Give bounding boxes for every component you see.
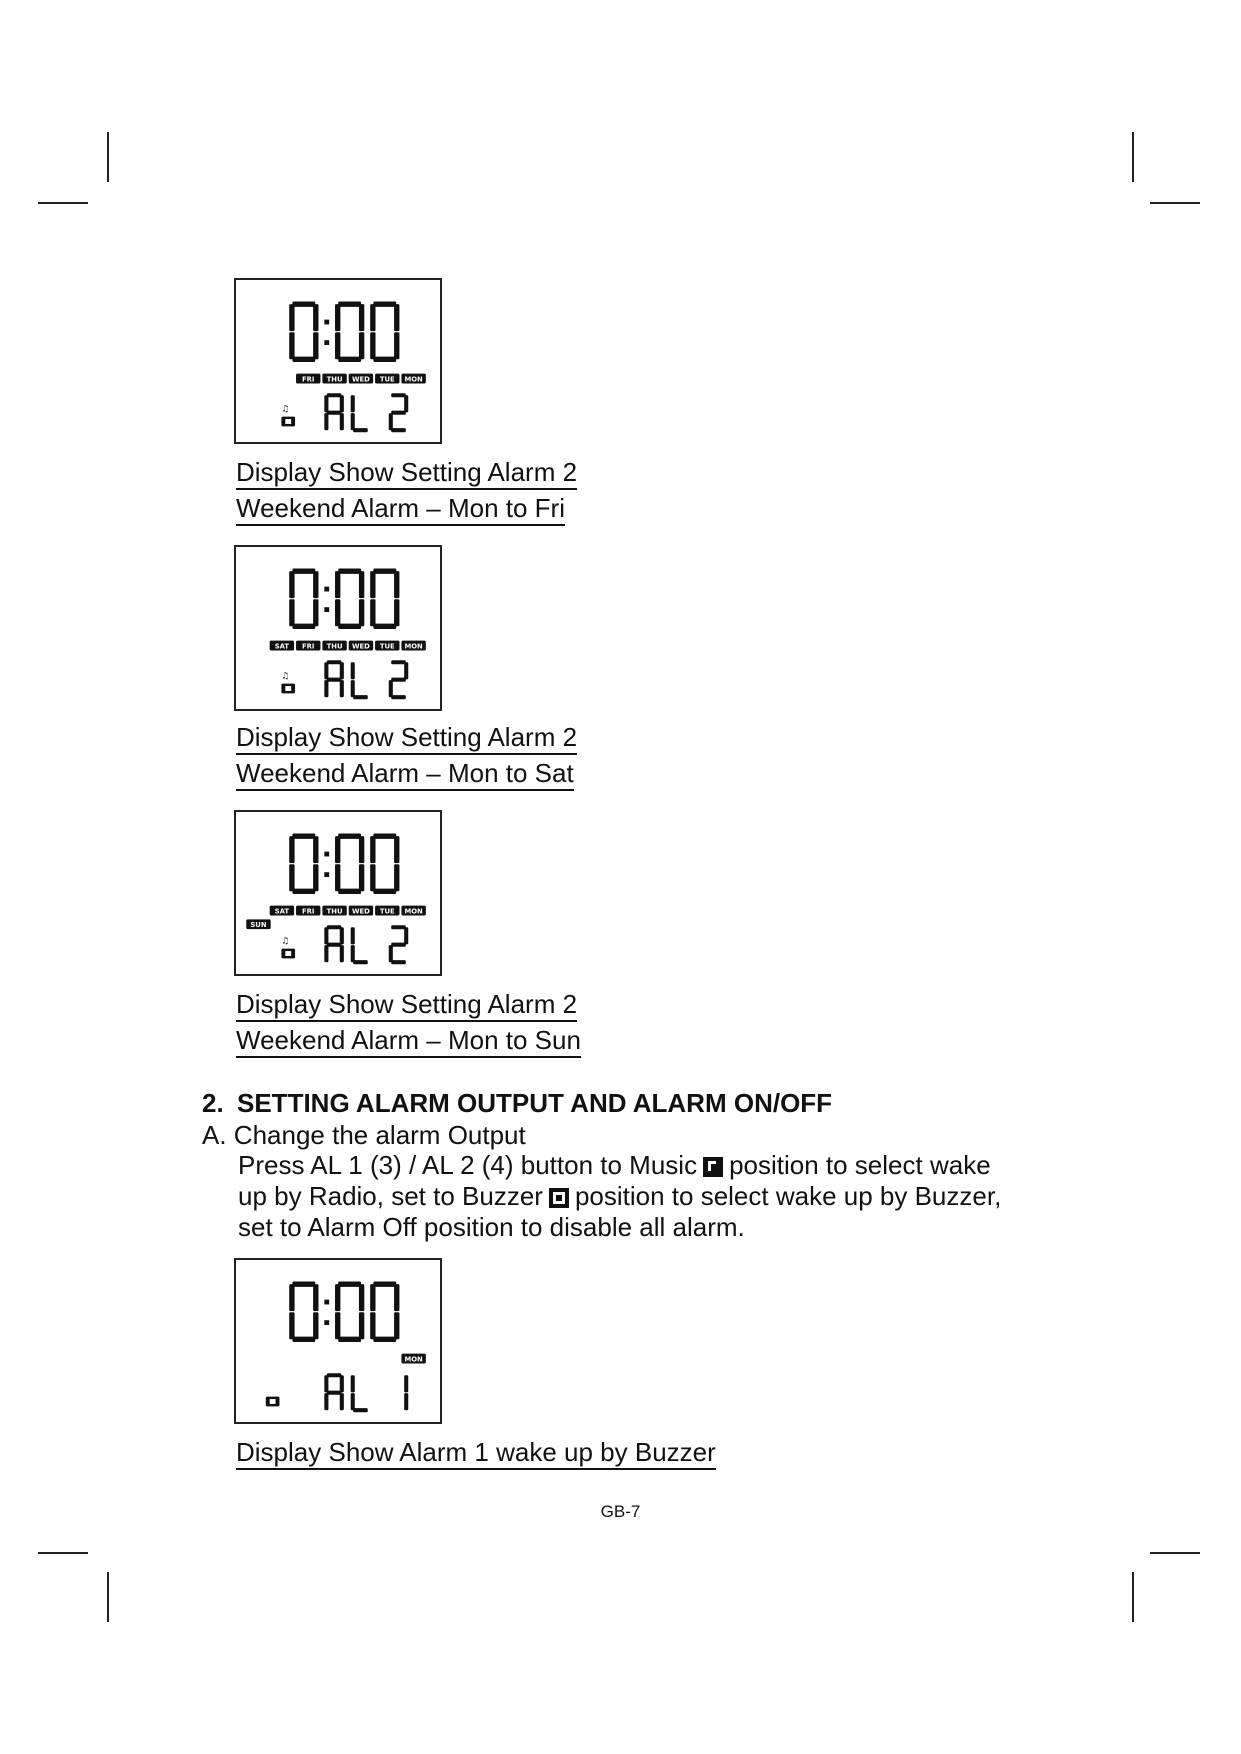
lcd-segment	[351, 662, 355, 679]
lcd-segment	[353, 428, 368, 432]
lcd-colon-dot	[324, 1320, 329, 1325]
lcd-display-4	[234, 1258, 442, 1424]
lcd-segment	[289, 1284, 294, 1311]
crop-mark	[38, 1552, 88, 1554]
lcd-character	[389, 660, 409, 699]
lcd-segment	[351, 680, 355, 697]
lcd-svg	[236, 1260, 440, 1422]
music-indicator-icon: ♫	[281, 936, 290, 947]
day-indicator	[322, 641, 346, 651]
lcd-character	[351, 927, 368, 964]
lcd-character	[335, 568, 364, 629]
day-tag-text: TUE	[379, 907, 395, 916]
lcd-display-2	[234, 545, 442, 711]
caption-3a: Display Show Setting Alarm 2	[236, 989, 577, 1022]
lcd-segment	[391, 925, 406, 929]
day-tag-text: SUN	[250, 921, 267, 930]
day-indicator	[246, 919, 270, 929]
buzzer-indicator-mark	[270, 1399, 276, 1404]
day-indicator	[375, 906, 399, 916]
lcd-segment	[359, 836, 364, 863]
buzzer-indicator-mark	[285, 686, 291, 691]
lcd-colon-dot	[324, 1300, 329, 1305]
lcd-segment	[391, 695, 406, 699]
lcd-segment	[394, 864, 399, 891]
lcd-segment	[359, 599, 364, 626]
text-run: position to select wake	[729, 1150, 991, 1180]
lcd-segment	[370, 1284, 375, 1311]
day-indicator	[322, 906, 346, 916]
lcd-segment	[338, 1337, 361, 1342]
buzzer-indicator-mark	[285, 419, 291, 424]
day-indicator	[270, 906, 294, 916]
crop-mark	[1150, 202, 1200, 204]
lcd-segment	[353, 960, 368, 964]
lcd-character	[404, 1375, 408, 1410]
day-tag-text: TUE	[379, 375, 395, 384]
lcd-colon-dot	[324, 320, 329, 325]
lcd-segment	[289, 1312, 294, 1339]
section-number: 2.	[202, 1088, 224, 1118]
lcd-segment	[394, 332, 399, 359]
lcd-segment	[292, 301, 315, 306]
lcd-segment	[313, 304, 318, 331]
lcd-segment	[391, 411, 406, 415]
lcd-svg	[236, 812, 440, 974]
lcd-character	[335, 833, 364, 894]
lcd-segment	[359, 864, 364, 891]
day-indicator	[375, 374, 399, 384]
lcd-segment	[292, 1281, 315, 1286]
lcd-segment	[289, 304, 294, 331]
lcd-character	[289, 833, 318, 894]
lcd-segment	[340, 413, 344, 430]
caption-2b: Weekend Alarm – Mon to Sat	[236, 758, 574, 791]
lcd-segment	[335, 1312, 340, 1339]
lcd-segment	[324, 413, 328, 430]
lcd-segment	[394, 599, 399, 626]
lcd-segment	[324, 927, 328, 944]
lcd-segment	[391, 678, 406, 682]
lcd-character	[389, 393, 409, 432]
lcd-segment	[359, 304, 364, 331]
caption-4a: Display Show Alarm 1 wake up by Buzzer	[236, 1437, 716, 1470]
lcd-segment	[335, 836, 340, 863]
lcd-colon-dot	[324, 340, 329, 345]
lcd-segment	[289, 864, 294, 891]
lcd-segment	[327, 925, 342, 929]
music-icon	[703, 1157, 723, 1177]
lcd-character	[370, 833, 399, 894]
text-run: Press AL 1 (3) / AL 2 (4) button to Music	[238, 1150, 698, 1180]
paragraph-line-2	[238, 1181, 1138, 1212]
lcd-segment	[370, 571, 375, 598]
day-indicator	[401, 906, 425, 916]
lcd-character	[335, 1281, 364, 1342]
lcd-segment	[359, 332, 364, 359]
lcd-segment	[394, 304, 399, 331]
day-indicator	[401, 374, 425, 384]
lcd-segment	[389, 945, 393, 962]
lcd-segment	[391, 428, 406, 432]
lcd-segment	[370, 836, 375, 863]
lcd-character	[351, 395, 368, 432]
lcd-colon-dot	[324, 852, 329, 857]
day-indicator	[401, 641, 425, 651]
lcd-segment	[292, 833, 315, 838]
lcd-segment	[370, 864, 375, 891]
day-tag-text: MON	[404, 907, 423, 916]
lcd-segment	[292, 568, 315, 573]
day-indicator	[349, 374, 373, 384]
lcd-segment	[327, 411, 342, 415]
day-indicator	[270, 641, 294, 651]
lcd-segment	[327, 1373, 342, 1377]
day-tag-text: MON	[404, 375, 423, 384]
lcd-segment	[404, 1393, 408, 1410]
lcd-character	[324, 393, 344, 430]
crop-mark	[107, 132, 109, 182]
lcd-segment	[340, 945, 344, 962]
lcd-segment	[335, 1284, 340, 1311]
lcd-segment	[373, 1281, 396, 1286]
lcd-segment	[327, 678, 342, 682]
lcd-character	[324, 1373, 344, 1410]
lcd-svg	[236, 547, 440, 709]
lcd-character	[370, 1281, 399, 1342]
lcd-segment	[324, 680, 328, 697]
day-tag-text: WED	[351, 907, 370, 916]
day-tag-text: SAT	[274, 642, 290, 651]
lcd-segment	[338, 624, 361, 629]
lcd-segment	[340, 1375, 344, 1392]
lcd-segment	[370, 304, 375, 331]
section-heading	[202, 1088, 832, 1119]
lcd-segment	[391, 393, 406, 397]
lcd-segment	[359, 1312, 364, 1339]
lcd-segment	[313, 599, 318, 626]
lcd-segment	[292, 1337, 315, 1342]
lcd-segment	[353, 695, 368, 699]
day-tag-text: SAT	[274, 907, 290, 916]
day-tag-text: THU	[326, 642, 343, 651]
lcd-segment	[351, 395, 355, 412]
text-run: position to select wake up by Buzzer,	[574, 1181, 1002, 1211]
lcd-segment	[327, 660, 342, 664]
caption-1b: Weekend Alarm – Mon to Fri	[236, 493, 565, 526]
day-tag-text: FRI	[302, 642, 315, 651]
day-tag-text: THU	[326, 907, 343, 916]
lcd-segment	[370, 1312, 375, 1339]
lcd-segment	[313, 571, 318, 598]
lcd-segment	[289, 599, 294, 626]
lcd-segment	[373, 568, 396, 573]
lcd-display-1	[234, 278, 442, 444]
lcd-segment	[351, 945, 355, 962]
crop-mark	[1132, 1572, 1134, 1622]
day-indicator	[322, 374, 346, 384]
lcd-character	[335, 301, 364, 362]
buzzer-icon	[549, 1188, 569, 1208]
lcd-segment	[335, 571, 340, 598]
caption-2a: Display Show Setting Alarm 2	[236, 722, 577, 755]
section-title: SETTING ALARM OUTPUT AND ALARM ON/OFF	[237, 1088, 833, 1118]
lcd-segment	[338, 357, 361, 362]
lcd-segment	[335, 864, 340, 891]
lcd-segment	[338, 889, 361, 894]
buzzer-indicator-icon	[281, 684, 295, 694]
day-indicator	[401, 1354, 425, 1364]
lcd-segment	[351, 413, 355, 430]
lcd-segment	[353, 1408, 368, 1412]
lcd-segment	[373, 833, 396, 838]
caption-3b: Weekend Alarm – Mon to Sun	[236, 1025, 581, 1058]
text-run: up by Radio, set to Buzzer	[238, 1181, 543, 1211]
lcd-segment	[292, 889, 315, 894]
lcd-colon-dot	[324, 587, 329, 592]
lcd-segment	[404, 662, 408, 679]
lcd-segment	[324, 662, 328, 679]
lcd-segment	[324, 395, 328, 412]
crop-mark	[1132, 132, 1134, 182]
lcd-segment	[340, 395, 344, 412]
lcd-segment	[340, 680, 344, 697]
lcd-segment	[327, 943, 342, 947]
lcd-segment	[327, 393, 342, 397]
lcd-segment	[391, 943, 406, 947]
lcd-segment	[340, 1393, 344, 1410]
caption-1a: Display Show Setting Alarm 2	[236, 457, 577, 490]
lcd-segment	[359, 1284, 364, 1311]
lcd-segment	[313, 1284, 318, 1311]
page-number: GB-7	[600, 1502, 641, 1521]
lcd-segment	[373, 889, 396, 894]
lcd-segment	[289, 571, 294, 598]
lcd-segment	[313, 1312, 318, 1339]
lcd-segment	[324, 1393, 328, 1410]
day-indicator	[296, 374, 320, 384]
lcd-segment	[351, 927, 355, 944]
day-tag-text: WED	[351, 375, 370, 384]
lcd-segment	[391, 960, 406, 964]
paragraph-line-1	[238, 1150, 1138, 1181]
buzzer-indicator-mark	[285, 951, 291, 956]
lcd-colon-dot	[324, 607, 329, 612]
sub-heading: A. Change the alarm Output	[202, 1120, 526, 1150]
lcd-segment	[335, 304, 340, 331]
lcd-segment	[404, 395, 408, 412]
lcd-character	[351, 662, 368, 699]
lcd-segment	[391, 660, 406, 664]
day-tag-text: THU	[326, 375, 343, 384]
lcd-segment	[370, 332, 375, 359]
lcd-segment	[373, 357, 396, 362]
lcd-segment	[338, 1281, 361, 1286]
day-tag-text: TUE	[379, 642, 395, 651]
crop-mark	[1150, 1552, 1200, 1554]
lcd-segment	[351, 1375, 355, 1392]
lcd-character	[289, 568, 318, 629]
lcd-segment	[351, 1393, 355, 1410]
lcd-character	[324, 660, 344, 697]
lcd-svg	[236, 280, 440, 442]
lcd-segment	[370, 599, 375, 626]
lcd-segment	[292, 357, 315, 362]
paragraph-line-3: set to Alarm Off position to disable all alarm.	[238, 1212, 745, 1242]
lcd-segment	[404, 1375, 408, 1392]
lcd-segment	[338, 833, 361, 838]
lcd-segment	[313, 836, 318, 863]
lcd-segment	[324, 1375, 328, 1392]
day-tag-text: FRI	[302, 375, 315, 384]
day-tag-text: MON	[404, 1355, 423, 1364]
lcd-segment	[394, 571, 399, 598]
lcd-segment	[327, 1391, 342, 1395]
crop-mark	[107, 1572, 109, 1622]
lcd-segment	[359, 571, 364, 598]
lcd-character	[289, 1281, 318, 1342]
lcd-character	[370, 568, 399, 629]
lcd-display-3	[234, 810, 442, 976]
lcd-segment	[389, 680, 393, 697]
lcd-segment	[338, 301, 361, 306]
music-indicator-icon: ♫	[281, 671, 290, 682]
lcd-segment	[404, 927, 408, 944]
lcd-segment	[289, 836, 294, 863]
day-indicator	[296, 906, 320, 916]
day-tag-text: FRI	[302, 907, 315, 916]
lcd-character	[389, 925, 409, 964]
lcd-character	[324, 925, 344, 962]
buzzer-indicator-icon	[281, 949, 295, 959]
day-indicator	[375, 641, 399, 651]
lcd-segment	[335, 332, 340, 359]
crop-mark	[38, 202, 88, 204]
lcd-segment	[373, 301, 396, 306]
lcd-segment	[324, 945, 328, 962]
day-indicator	[296, 641, 320, 651]
lcd-character	[370, 301, 399, 362]
buzzer-indicator-icon	[281, 417, 295, 427]
lcd-segment	[373, 1337, 396, 1342]
lcd-character	[351, 1375, 368, 1412]
lcd-segment	[313, 864, 318, 891]
instruction-paragraph	[238, 1150, 1138, 1243]
day-tag-text: WED	[351, 642, 370, 651]
lcd-segment	[313, 332, 318, 359]
lcd-segment	[394, 1312, 399, 1339]
day-indicator	[349, 641, 373, 651]
lcd-segment	[394, 1284, 399, 1311]
lcd-colon-dot	[324, 872, 329, 877]
lcd-segment	[373, 624, 396, 629]
lcd-character	[289, 301, 318, 362]
lcd-segment	[340, 662, 344, 679]
lcd-segment	[394, 836, 399, 863]
lcd-segment	[389, 413, 393, 430]
day-indicator	[349, 906, 373, 916]
day-tag-text: MON	[404, 642, 423, 651]
lcd-segment	[335, 599, 340, 626]
lcd-segment	[289, 332, 294, 359]
buzzer-indicator-icon	[266, 1397, 280, 1407]
lcd-segment	[292, 624, 315, 629]
lcd-segment	[338, 568, 361, 573]
music-indicator-icon: ♫	[281, 404, 290, 415]
lcd-segment	[340, 927, 344, 944]
